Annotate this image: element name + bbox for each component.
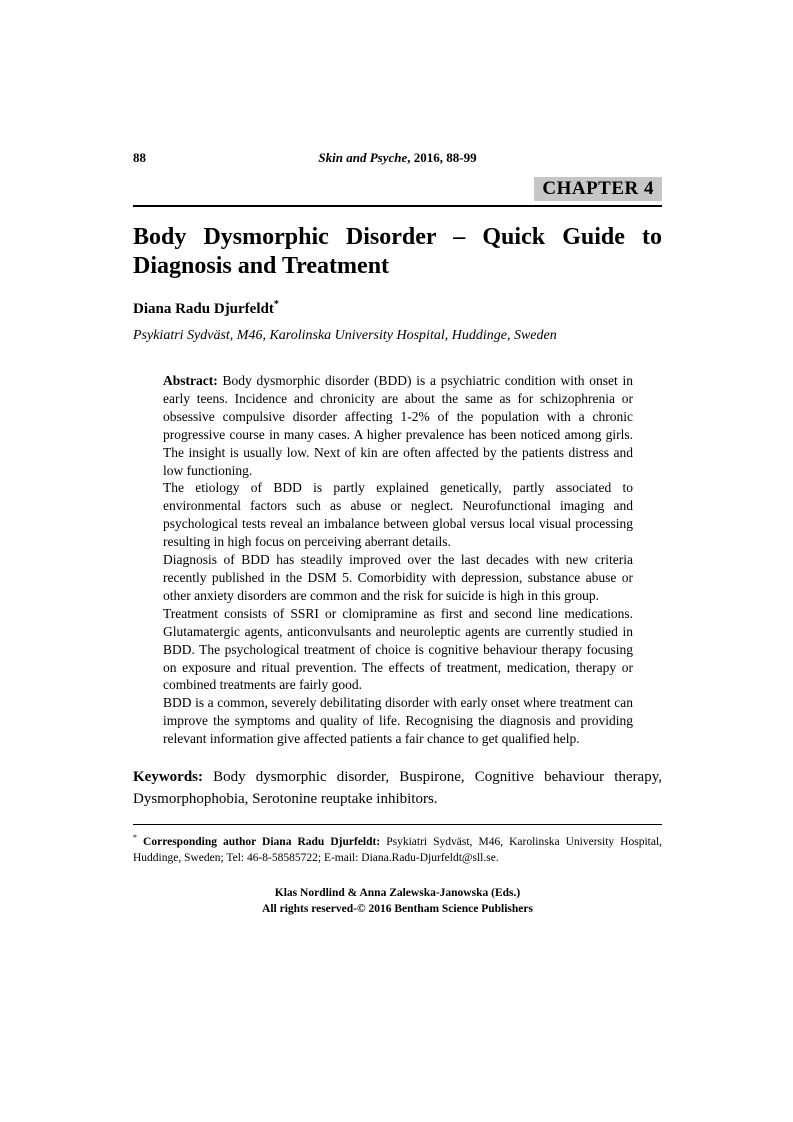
- abstract-paragraph: BDD is a common, severely debilitating disorder with early onset where treatment can improve the symptoms and quality of life. Recognising the diagnosis and providing relevant information give affected patients a fair chance to get qualified help.: [163, 695, 633, 747]
- journal-reference: [133, 150, 662, 166]
- journal-title: Skin and Psyche: [318, 150, 408, 165]
- keywords-block: [133, 767, 662, 810]
- abstract-block: [163, 372, 633, 748]
- rights-line: All rights reserved-© 2016 Bentham Science Publishers: [262, 903, 533, 916]
- chapter-title-line1: Body Dysmorphic Disorder – Quick Guide to: [133, 224, 662, 250]
- chapter-badge: CHAPTER 4: [534, 177, 662, 201]
- abstract-text: Body dysmorphic disorder (BDD) is a psychiatric condition with onset in early teens. Incidence and chronicity are about the same as for schizophrenia or obsessive compulsive disorder affecting 1-2% of the population with a chronic progressive course in many cases. A higher prevalence has been noticed among girls. The insight is usually low. Next of kin are often affected by the patients distress and low functioning.: [163, 373, 634, 478]
- page-number: 88: [133, 150, 146, 165]
- footnote-bold-label: Corresponding author Diana Radu Djurfeldt:: [143, 835, 381, 848]
- abstract-label: Abstract:: [163, 373, 218, 388]
- author-line: [133, 295, 662, 319]
- author-corresponding-marker: *: [273, 299, 279, 310]
- footnote-marker: *: [133, 833, 137, 843]
- chapter-title: [133, 223, 662, 281]
- abstract-paragraph: Treatment consists of SSRI or clomipramine as first and second line medications. Glutamatergic agents, anticonvulsants and neuroleptic agents are currently studied in BDD. The psychological treatment of choice is cognitive behaviour therapy focusing on exposure and ritual prevention. The effects of treatment, medication, therapy or combined treatments are fairly good.: [163, 605, 633, 693]
- abstract-paragraph: Diagnosis of BDD has steadily improved over the last decades with new criteria recently published in the DSM 5. Comorbidity with depression, substance abuse or other anxiety disorders are common and the risk for suicide is high in this group.: [163, 552, 633, 603]
- running-head: [133, 150, 662, 168]
- footnote-rule: [133, 824, 662, 825]
- chapter-badge-row: [133, 177, 662, 201]
- publisher-block: [133, 885, 662, 918]
- keywords-text: Body dysmorphic disorder, Buspirone, Cognitive behaviour therapy, Dysmorphophobia, Serotonine reuptake inhibitors.: [133, 769, 662, 807]
- journal-ref-suffix: , 2016, 88-99: [407, 150, 477, 165]
- header-rule: [133, 205, 662, 207]
- author-affiliation: Psykiatri Sydväst, M46, Karolinska University Hospital, Huddinge, Sweden: [133, 328, 557, 343]
- page-content: [133, 150, 662, 918]
- abstract-paragraph: The etiology of BDD is partly explained genetically, partly associated to environmental factors such as abuse or neglect. Neurofunctional imaging and psychological tests reveal an imbalance between global versus local visual processing resulting in high focus on perceiving aberrant details.: [163, 480, 633, 550]
- editors-line: Klas Nordlind & Anna Zalewska-Janowska (Eds.): [274, 886, 521, 899]
- chapter-title-line2: Diagnosis and Treatment: [133, 253, 390, 279]
- abstract-paragraph: [163, 372, 633, 479]
- keywords-label: Keywords:: [133, 769, 203, 786]
- corresponding-author-footnote: [133, 830, 662, 866]
- author-name: Diana Radu Djurfeldt: [133, 301, 274, 317]
- footnote-text: Psykiatri Sydväst, M46, Karolinska University Hospital, Huddinge, Sweden; Tel: 46-8-58585722; E-mail: Diana.Radu-Djurfeldt@sll.se.: [133, 835, 663, 864]
